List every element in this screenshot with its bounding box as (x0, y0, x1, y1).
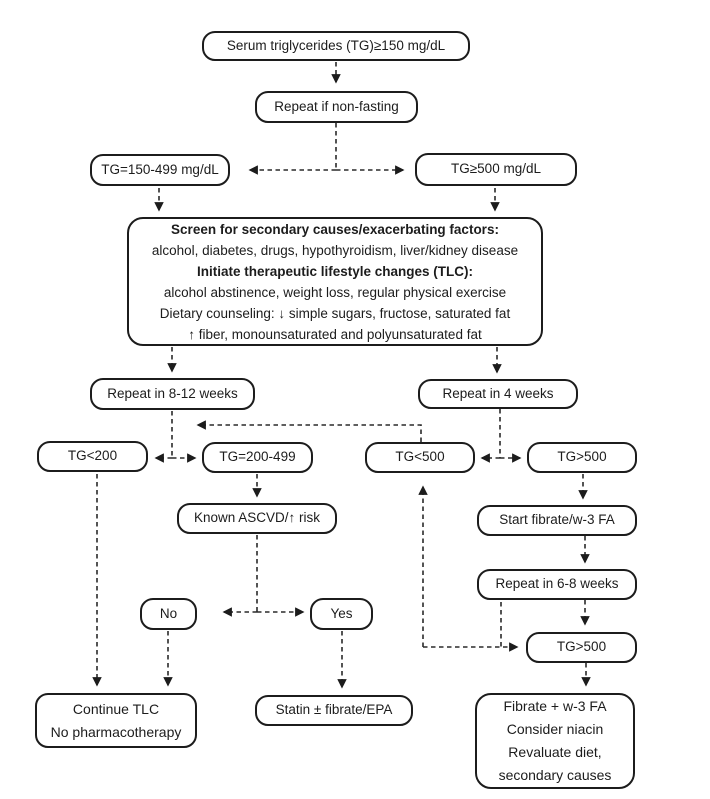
node-repeat-if-non-fasting (255, 91, 418, 123)
node-serum-triglycerides (202, 31, 470, 61)
fibrate-line-2: Consider niacin (506, 721, 604, 737)
screen-line-6: ↑ fiber, monounsaturated and polyunsaturated fat (188, 326, 482, 342)
screen-line-1: Screen for secondary causes/exacerbating factors: (171, 221, 499, 237)
node-no (140, 598, 197, 630)
screen-line-4: alcohol abstinence, weight loss, regular physical exercise (163, 284, 507, 300)
node-tg-lt-500 (365, 442, 475, 473)
node-tg-gt-500-second (526, 632, 637, 663)
node-continue-tlc (35, 693, 197, 748)
node-repeat-8-12-weeks-label: Repeat in 8-12 weeks (107, 385, 238, 401)
node-known-ascvd-risk-label: Known ASCVD/↑ risk (193, 510, 321, 526)
node-repeat-4-weeks (418, 379, 578, 409)
node-tg-gt-500 (527, 442, 637, 473)
node-tg-lt-200 (37, 441, 148, 472)
node-yes (310, 598, 373, 630)
node-no-label: No (159, 605, 178, 621)
node-tg-150-499 (90, 154, 230, 186)
screen-line-5: Dietary counseling: ↓ simple sugars, fructose, saturated fat (159, 305, 511, 321)
node-tg-ge-500-label: TG≥500 mg/dL (451, 161, 541, 177)
node-tg-200-499 (202, 442, 313, 473)
node-fibrate-niacin (475, 693, 635, 789)
node-start-fibrate-w3fa (477, 505, 637, 536)
node-repeat-4-weeks-label: Repeat in 4 weeks (442, 385, 554, 401)
node-known-ascvd-risk (177, 503, 337, 534)
arrow-tglt500-loopback (198, 425, 421, 442)
node-tg-150-499-label: TG=150-499 mg/dL (101, 161, 219, 177)
fibrate-line-1: Fibrate + w-3 FA (503, 698, 607, 714)
node-yes-label: Yes (330, 605, 353, 621)
node-tg-lt-500-label: TG<500 (395, 449, 445, 465)
node-repeat-6-8-weeks (477, 569, 637, 600)
node-tg-200-499-label: TG=200-499 (219, 449, 296, 465)
node-repeat-6-8-weeks-label: Repeat in 6-8 weeks (495, 576, 619, 592)
node-screen-secondary-causes (127, 217, 543, 346)
node-repeat-if-non-fasting-label: Repeat if non-fasting (274, 98, 399, 114)
screen-line-2: alcohol, diabetes, drugs, hypothyroidism, liver/kidney disease (151, 242, 519, 258)
continue-tlc-line-2: No pharmacotherapy (50, 723, 182, 740)
node-tg-ge-500 (415, 153, 577, 186)
fibrate-line-3: Revaluate diet, (508, 744, 602, 760)
node-tg-gt-500-label: TG>500 (557, 449, 607, 465)
fibrate-line-4: secondary causes (498, 767, 612, 783)
node-tg-gt-500-second-label: TG>500 (556, 639, 607, 655)
node-start-fibrate-w3fa-label: Start fibrate/w-3 FA (499, 512, 615, 528)
node-statin-fibrate-epa-label: Statin ± fibrate/EPA (275, 702, 393, 718)
node-repeat-8-12-weeks (90, 378, 255, 410)
node-tg-lt-200-label: TG<200 (67, 448, 118, 464)
node-serum-triglycerides-label: Serum triglycerides (TG)≥150 mg/dL (226, 37, 446, 53)
screen-line-3: Initiate therapeutic lifestyle changes (TLC): (196, 263, 474, 279)
continue-tlc-line-1: Continue TLC (72, 700, 160, 717)
node-statin-fibrate-epa (255, 695, 413, 726)
